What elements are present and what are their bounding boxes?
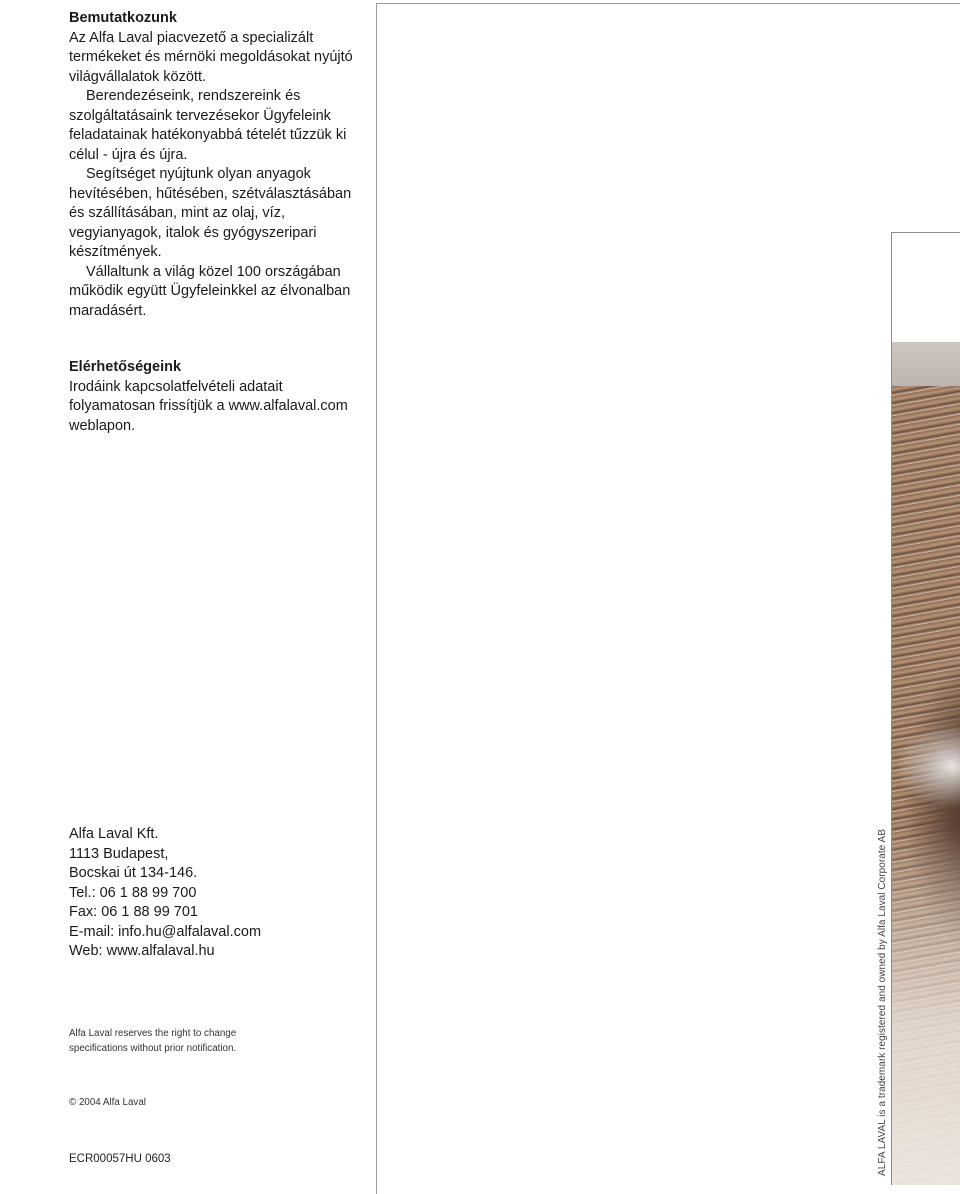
website-address: Web: www.alfalaval.hu (69, 943, 215, 959)
disclaimer-line-2: specifications without prior notification. (69, 1042, 237, 1054)
company-name: Alfa Laval Kft. (69, 826, 159, 842)
intro-section (69, 9, 369, 321)
trademark-notice: ALFA LAVAL is a trademark registered and owned by Alfa Laval Corporate AB (877, 829, 888, 1176)
intro-title: Bemutatkozunk (69, 10, 177, 26)
address-city: 1113 Budapest, (69, 845, 169, 862)
contact-title: Elérhetőségeink (69, 359, 182, 375)
contact-text: Irodáink kapcsolatfelvételi adatait folyamatosan frissítjük a www.alfalaval.com weblapon. (69, 378, 348, 434)
product-photo-panel (891, 232, 960, 1185)
email-address: E-mail: info.hu@alfalaval.com (69, 923, 262, 940)
copyright-block (69, 1096, 369, 1110)
intro-paragraph-1: Az Alfa Laval piacvezető a specializált termékeket és mérnöki megoldásokat nyújtó világvállalatok között. (69, 29, 353, 85)
photo-shade (892, 386, 960, 1185)
intro-paragraph-4: Vállaltunk a világ közel 100 országában működik együtt Ügyfeleinkkel az élvonalban maradásért. (69, 263, 351, 319)
contact-section (69, 358, 369, 436)
document-id-block (69, 1152, 369, 1166)
phone-number: Tel.: 06 1 88 99 700 (69, 884, 197, 901)
intro-paragraph-3: Segítséget nyújtunk olyan anyagok hevítésében, hűtésében, szétválasztásában és szállításában, mint az olaj, víz, vegyianyagok, italok és gyógyszeripari készítmények. (69, 166, 352, 260)
disclaimer-block (69, 1027, 369, 1056)
address-block (69, 825, 369, 962)
photo-frame (376, 3, 960, 1194)
address-street: Bocskai út 134-146. (69, 865, 198, 881)
photo-band (892, 342, 960, 386)
copyright-text: © 2004 Alfa Laval (69, 1097, 146, 1108)
intro-paragraph-2: Berendezéseink, rendszereink és szolgáltatásaink tervezésekor Ügyfeleink feladatainak hatékonyabbá tételét tűzzük ki célul - újra és újra. (69, 88, 347, 163)
fax-number: Fax: 06 1 88 99 701 (69, 904, 198, 920)
document-id: ECR00057HU 0603 (69, 1153, 171, 1165)
disclaimer-line-1: Alfa Laval reserves the right to change (69, 1028, 237, 1039)
